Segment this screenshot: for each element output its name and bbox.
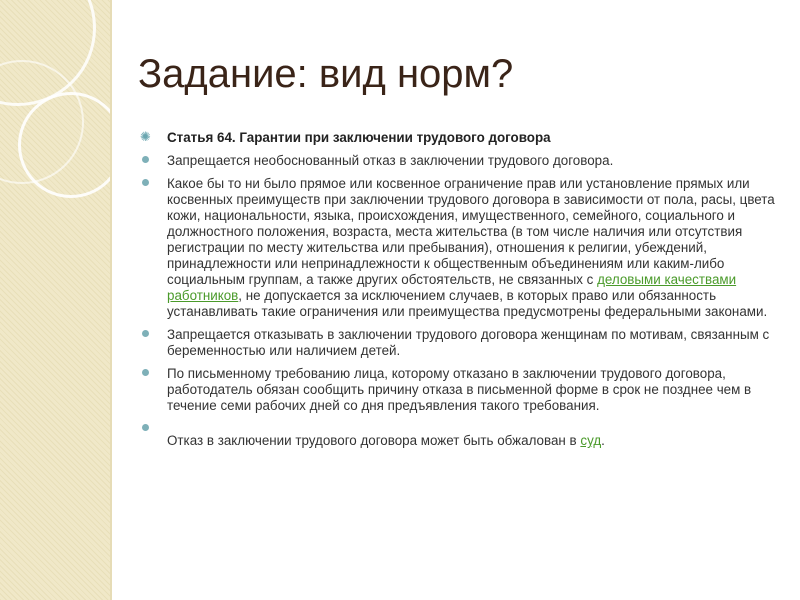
paragraph-text: Какое бы то ни было прямое или косвенное ограничение прав или установление прямых или косвенных преимуществ при заключении трудового договора в зависимости от пола, расы, цвета кожи, национальности, языка, происхождения, имущественного, семейного, социального и должностного положения, возраста, места жительства (в том числе наличия или отсутствия регистрации по месту жительства или пребывания), отношения к религии, убеждений, принадлежности или непринадлежности к общественным объединениям или каким-либо социальным группам, а также других обстоятельств, не связанных с	[167, 176, 775, 287]
paragraph-text: Запрещается отказывать в заключении трудового договора женщинам по мотивам, связанным с беременностью или наличием детей.	[167, 327, 770, 358]
paragraph-text: Запрещается необоснованный отказ в заключении трудового договора.	[167, 153, 614, 168]
paragraph-text: Отказ в заключении трудового договора может быть обжалован в	[167, 433, 581, 448]
business-qualities-link[interactable]: деловыми качествами работников	[167, 272, 737, 303]
court-link[interactable]: суд	[580, 433, 602, 448]
bullet-icon	[142, 179, 149, 186]
article-heading: Статья 64. Гарантии при заключении трудового договора	[167, 130, 551, 145]
slide-content	[140, 130, 780, 456]
bullet-icon	[142, 369, 149, 376]
list-item	[140, 366, 780, 414]
bullet-icon	[142, 156, 149, 163]
list-item	[140, 130, 780, 146]
star-bullet-icon: ✺	[140, 129, 151, 144]
list-item	[140, 176, 780, 320]
list-item	[140, 153, 780, 169]
bullet-icon	[142, 424, 149, 431]
list-item	[140, 327, 780, 359]
paragraph-text: , не допускается за исключением случаев, в которых право или обязанность устанавливать такие ограничения или преимущества предусмотрены федеральными законами.	[167, 288, 768, 319]
decorative-side-band	[0, 0, 110, 600]
slide-title: Задание: вид норм?	[138, 52, 514, 96]
paragraph-text: .	[601, 433, 605, 448]
spacer	[167, 421, 780, 433]
list-item	[140, 421, 780, 449]
bullet-icon	[142, 330, 149, 337]
band-divider	[110, 0, 112, 600]
paragraph-text: По письменному требованию лица, которому отказано в заключении трудового договора, работодатель обязан сообщить причину отказа в письменной форме в срок не позднее чем в течение семи рабочих дней со дня предъявления такого требования.	[167, 366, 752, 413]
